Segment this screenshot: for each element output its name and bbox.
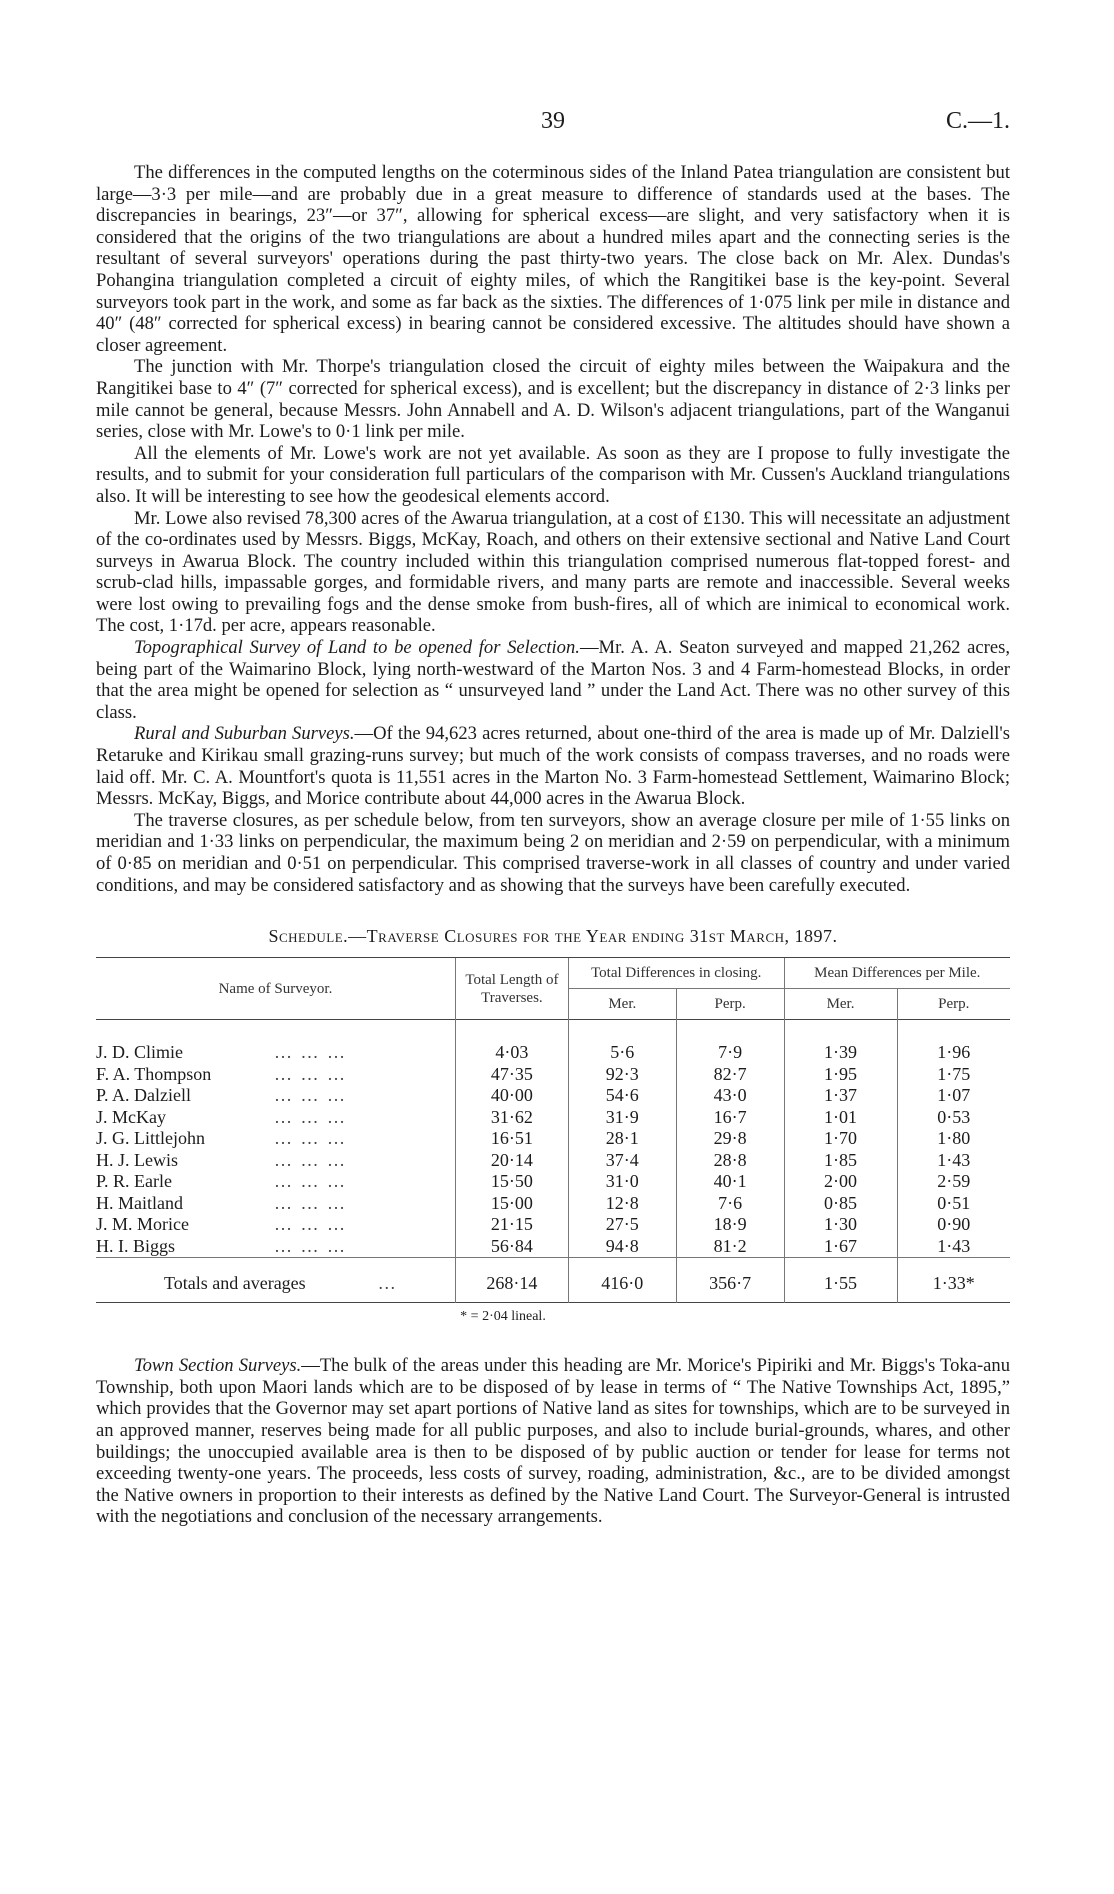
length-cell: 40·00 — [455, 1085, 568, 1107]
total-perp-cell: 29·8 — [676, 1128, 784, 1150]
total-mer-cell: 27·5 — [568, 1214, 676, 1236]
mean-mer-cell: 1·30 — [784, 1214, 897, 1236]
mean-mer-cell: 1·95 — [784, 1064, 897, 1086]
mean-perp-cell: 2·59 — [897, 1171, 1010, 1193]
page-number: 39 — [541, 108, 565, 134]
leader-dots: … … … — [274, 1149, 347, 1170]
surveyor-name: J. McKay — [96, 1106, 166, 1127]
town-heading: Town Section Surveys. — [134, 1355, 302, 1377]
length-cell: 21·15 — [455, 1214, 568, 1236]
length-cell: 16·51 — [455, 1128, 568, 1150]
surveyor-name: J. D. Climie — [96, 1042, 184, 1063]
average-mer-cell: 1·55 — [784, 1258, 897, 1303]
header-total-mer: Mer. — [568, 989, 676, 1020]
table-row — [96, 1128, 1010, 1150]
leader-dots: … … … — [274, 1106, 347, 1127]
length-cell: 31·62 — [455, 1107, 568, 1129]
schedule-title-prefix: Schedule. — [268, 926, 349, 947]
length-cell: 15·50 — [455, 1171, 568, 1193]
total-mer-cell: 92·3 — [568, 1064, 676, 1086]
table-row — [96, 1171, 1010, 1193]
mean-mer-cell: 0·85 — [784, 1193, 897, 1215]
mean-mer-cell: 1·39 — [784, 1042, 897, 1064]
paragraph-awarua-revision: Mr. Lowe also revised 78,300 acres of the Awarua triangulation, at a cost of £130. This will necessitate an adjustment of the co-ordinates used by Messrs. Biggs, McKay, Roach, and others on their extensive sectional and Native Land Court surveys in Awarua Block. The country included within this triangulation comprised numerous flat-topped forest- and scrub-clad hills, impassable gorges, and formidable rivers, and many parts are remote and inaccessible. Several weeks were lost owing to prevailing fogs and the dense smoke from bush-fires, all of which are inimical to economical work. The cost, 1·17d. per acre, appears reasonable. — [96, 507, 1010, 637]
town-text: —The bulk of the areas under this heading are Mr. Morice's Pipiriki and Mr. Biggs's Toka-anu Township, both upon Maori lands which are to be disposed of by lease in terms of “ The Native Townships Act, 1895,” which provides that the Governor may set apart portions of Native land as sites for townships, which are to be surveyed in an approved manner, reserves being made for all public purposes, and also to include burial-grounds, whares, and other buildings; the unoccupied available area is then to be disposed of by public auction or tender for lease for terms not exceeding twenty-one years. The proceeds, less costs of survey, roading, administration, &c., are to be divided amongst the Native owners in proportion to their interests as defined by the Native Land Court. The Surveyor-General is intrusted with the negotiations and conclusion of the necessary arrangements. — [96, 1355, 1010, 1528]
length-cell: 4·03 — [455, 1042, 568, 1064]
total-mer-cell: 31·0 — [568, 1171, 676, 1193]
mean-perp-cell: 1·43 — [897, 1236, 1010, 1258]
paragraph-topographical — [96, 637, 1010, 723]
document-page — [96, 108, 1010, 1528]
town-section-text — [96, 1355, 1010, 1528]
leader-dots: … … … — [274, 1192, 347, 1213]
total-perp-cell: 43·0 — [676, 1085, 784, 1107]
table-row — [96, 1107, 1010, 1129]
schedule-title — [96, 926, 1010, 947]
topographical-text: —Mr. A. A. Seaton surveyed and mapped 21,262 acres, being part of the Waimarino Block, lying north-westward of the Marton Nos. 3 and 4 Farm-homestead Blocks, in order that the area might be opened for selection as “ unsurveyed land ” under the Land Act. There was no other survey of this class. — [96, 637, 1010, 723]
header-total-perp: Perp. — [676, 989, 784, 1020]
schedule-body — [96, 1020, 1010, 1304]
surveyor-name: J. M. Morice — [96, 1214, 189, 1235]
header-mean-perp: Perp. — [897, 989, 1010, 1020]
mean-perp-cell: 1·75 — [897, 1064, 1010, 1086]
totals-row — [96, 1258, 1010, 1303]
table-row — [96, 1193, 1010, 1215]
total-perp-cell: 82·7 — [676, 1064, 784, 1086]
rural-heading: Rural and Suburban Surveys. — [134, 723, 355, 745]
total-perp-cell: 7·6 — [676, 1193, 784, 1215]
table-row — [96, 1064, 1010, 1086]
leader-dots: … … … — [274, 1042, 347, 1063]
total-mer-cell: 28·1 — [568, 1128, 676, 1150]
rural-text: —Of the 94,623 acres returned, about one-third of the area is made up of Mr. Dalziell's Retaruke and Kirikau small grazing-runs survey; but much of the work consists of compass traverses, and no roads were laid off. Mr. C. A. Mountfort's quota is 11,551 acres in the Marton No. 3 Farm-homestead Settlement, Waimarino Block; Messrs. McKay, Biggs, and Morice contribute about 44,000 acres in the Awarua Block. — [96, 723, 1010, 810]
header-mean-differences: Mean Differences per Mile. — [784, 958, 1010, 989]
leader-dots: … … … — [274, 1171, 347, 1192]
table-row — [96, 1214, 1010, 1236]
length-cell: 15·00 — [455, 1193, 568, 1215]
surveyor-name: J. G. Littlejohn — [96, 1128, 205, 1149]
header-total-length: Total Length of Traverses. — [455, 958, 568, 1020]
total-perp-cell: 18·9 — [676, 1214, 784, 1236]
paragraph-inland-patea: The differences in the computed lengths on the coterminous sides of the Inland Patea triangulation are consistent but large—3·3 per mile—and are probably due in a great measure to difference of standards used at the bases. The discrepancies in bearings, 23″—or 37″, allowing for spherical excess—are slight, and very satisfactory when it is considered that the origins of the two triangulations are about a hundred miles apart and the connecting series is the resultant of several surveyors' operations during the past thirty-two years. The close back on Mr. Alex. Dundas's Pohangina triangulation completed a circuit of eighty miles, of which the Rangitikei base is the key-point. Several surveyors took part in the work, and some as far back as the sixties. The differences of 1·075 link per mile in distance and 40″ (48″ corrected for spherical excess) in bearing cannot be considered excessive. The altitudes should have shown a closer agreement. — [96, 162, 1010, 356]
total-mer-cell: 94·8 — [568, 1236, 676, 1258]
header-mean-mer: Mer. — [784, 989, 897, 1020]
schedule-footnote: * = 2·04 lineal. — [460, 1309, 546, 1325]
surveyor-name: H. I. Biggs — [96, 1235, 176, 1256]
leader-dots: … — [377, 1273, 398, 1294]
leader-dots: … … … — [274, 1063, 347, 1084]
schedule-title-rest: —Traverse Closures for the Year ending 31st March, 1897. — [348, 926, 838, 947]
mean-perp-cell: 0·53 — [897, 1107, 1010, 1129]
table-row — [96, 1236, 1010, 1258]
totals-label: Totals and averages — [164, 1273, 306, 1294]
mean-mer-cell: 2·00 — [784, 1171, 897, 1193]
total-perp-cell: 81·2 — [676, 1236, 784, 1258]
body-text — [96, 162, 1010, 896]
total-length-cell: 268·14 — [455, 1258, 568, 1303]
length-cell: 47·35 — [455, 1064, 568, 1086]
total-mer-cell: 12·8 — [568, 1193, 676, 1215]
leader-dots: … … … — [274, 1085, 347, 1106]
page-header — [96, 108, 1010, 148]
surveyor-name: H. J. Lewis — [96, 1149, 178, 1170]
traverse-closures-table — [96, 957, 1010, 1303]
total-mer-cell: 31·9 — [568, 1107, 676, 1129]
mean-perp-cell: 0·51 — [897, 1193, 1010, 1215]
total-mer-cell: 5·6 — [568, 1042, 676, 1064]
paragraph-traverse: The traverse closures, as per schedule below, from ten surveyors, show an average closure per mile of 1·55 links on meridian and 1·33 links on perpendicular, the maximum being 2 on meridian and 2·59 on perpendicular, with a minimum of 0·85 on meridian and 0·51 on perpendicular. This comprised traverse-work in all classes of country and under varied conditions, and may be considered satisfactory and as showing that the surveys have been carefully executed. — [96, 809, 1010, 896]
leader-dots: … … … — [274, 1214, 347, 1235]
table-row — [96, 1150, 1010, 1172]
mean-mer-cell: 1·85 — [784, 1150, 897, 1172]
length-cell: 20·14 — [455, 1150, 568, 1172]
mean-mer-cell: 1·67 — [784, 1236, 897, 1258]
surveyor-name: P. R. Earle — [96, 1171, 172, 1192]
total-perp-cell: 7·9 — [676, 1042, 784, 1064]
header-surveyor-name: Name of Surveyor. — [96, 958, 455, 1020]
mean-perp-cell: 1·96 — [897, 1042, 1010, 1064]
surveyor-name: F. A. Thompson — [96, 1063, 212, 1084]
total-mer-sum-cell: 416·0 — [568, 1258, 676, 1303]
paragraph-town-section — [96, 1355, 1010, 1528]
surveyor-name: P. A. Dalziell — [96, 1085, 191, 1106]
leader-dots: … … … — [274, 1128, 347, 1149]
surveyor-name: H. Maitland — [96, 1192, 183, 1213]
paragraph-thorpe-junction: The junction with Mr. Thorpe's triangulation closed the circuit of eighty miles between the Waipakura and the Rangitikei base to 4″ (7″ corrected for spherical excess), and is excellent; but the discrepancy in distance of 2·3 links per mile cannot be general, because Messrs. John Annabell and A. D. Wilson's adjacent triangulations, part of the Wanganui series, close with Mr. Lowe's to 0·1 link per mile. — [96, 356, 1010, 443]
mean-mer-cell: 1·70 — [784, 1128, 897, 1150]
mean-perp-cell: 1·07 — [897, 1085, 1010, 1107]
total-mer-cell: 54·6 — [568, 1085, 676, 1107]
total-mer-cell: 37·4 — [568, 1150, 676, 1172]
mean-perp-cell: 1·80 — [897, 1128, 1010, 1150]
leader-dots: … … … — [274, 1235, 347, 1256]
paragraph-rural — [96, 723, 1010, 809]
header-total-differences: Total Differences in closing. — [568, 958, 784, 989]
table-row — [96, 1085, 1010, 1107]
paragraph-lowe-elements: All the elements of Mr. Lowe's work are not yet available. As soon as they are I propose to fully investigate the results, and to submit for your consideration full particulars of the comparison with Mr. Cussen's Auckland triangulations also. It will be interesting to see how the geodesical elements accord. — [96, 442, 1010, 507]
total-perp-cell: 28·8 — [676, 1150, 784, 1172]
length-cell: 56·84 — [455, 1236, 568, 1258]
topographical-heading: Topographical Survey of Land to be opened for Selection. — [134, 637, 580, 659]
total-perp-cell: 16·7 — [676, 1107, 784, 1129]
total-perp-cell: 40·1 — [676, 1171, 784, 1193]
mean-perp-cell: 0·90 — [897, 1214, 1010, 1236]
mean-mer-cell: 1·01 — [784, 1107, 897, 1129]
mean-mer-cell: 1·37 — [784, 1085, 897, 1107]
average-perp-cell: 1·33* — [897, 1258, 1010, 1303]
mean-perp-cell: 1·43 — [897, 1150, 1010, 1172]
document-reference: C.—1. — [945, 108, 1010, 134]
table-row — [96, 1042, 1010, 1064]
total-perp-sum-cell: 356·7 — [676, 1258, 784, 1303]
